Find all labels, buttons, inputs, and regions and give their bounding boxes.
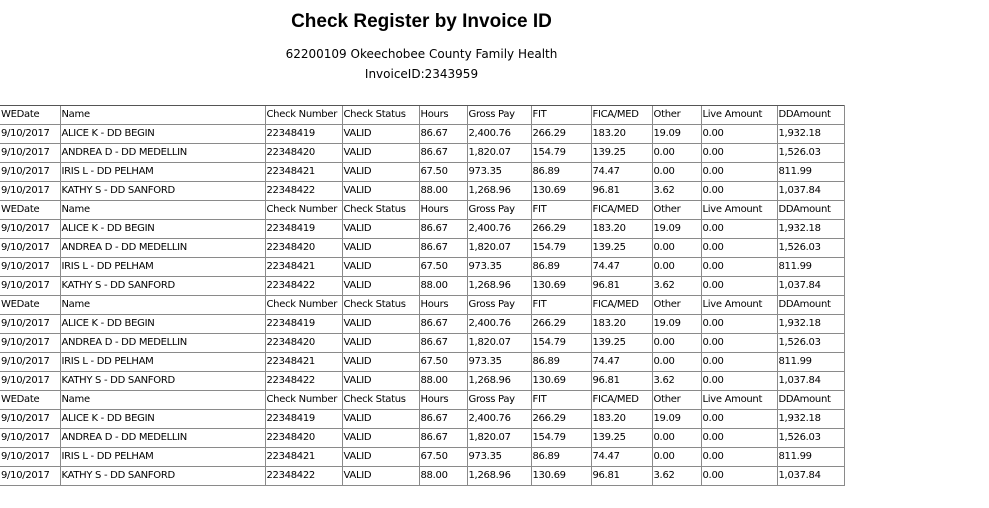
column-header-gross-pay: Gross Pay — [467, 296, 531, 315]
cell-name: ANDREA D - DD MEDELLIN — [60, 429, 265, 448]
cell-fica-med: 183.20 — [591, 125, 652, 144]
cell-name: IRIS L - DD PELHAM — [60, 448, 265, 467]
column-header-check-number: Check Number — [265, 106, 342, 125]
cell-fit: 154.79 — [531, 429, 591, 448]
column-header-other: Other — [652, 106, 701, 125]
column-header-name: Name — [60, 296, 265, 315]
cell-fit: 130.69 — [531, 467, 591, 486]
cell-live-amount: 0.00 — [701, 220, 777, 239]
check-register-table — [0, 105, 845, 486]
cell-check-status: VALID — [342, 258, 419, 277]
column-header-wedate: WEDate — [0, 201, 60, 220]
cell-fica-med: 96.81 — [591, 372, 652, 391]
cell-fica-med: 74.47 — [591, 448, 652, 467]
cell-live-amount: 0.00 — [701, 277, 777, 296]
cell-fica-med: 139.25 — [591, 429, 652, 448]
cell-wedate: 9/10/2017 — [0, 258, 60, 277]
cell-fit: 86.89 — [531, 258, 591, 277]
cell-fica-med: 96.81 — [591, 277, 652, 296]
cell-dd-amount: 1,932.18 — [777, 220, 844, 239]
cell-hours: 88.00 — [419, 372, 467, 391]
table-header-row — [0, 201, 844, 220]
cell-name: IRIS L - DD PELHAM — [60, 353, 265, 372]
column-header-dd-amount: DDAmount — [777, 106, 844, 125]
table-row — [0, 448, 844, 467]
cell-hours: 86.67 — [419, 125, 467, 144]
cell-check-status: VALID — [342, 410, 419, 429]
cell-live-amount: 0.00 — [701, 353, 777, 372]
report-title: Check Register by Invoice ID — [291, 11, 552, 32]
cell-fica-med: 139.25 — [591, 144, 652, 163]
table-header-row — [0, 391, 844, 410]
cell-live-amount: 0.00 — [701, 448, 777, 467]
column-header-fit: FIT — [531, 106, 591, 125]
cell-name: ALICE K - DD BEGIN — [60, 125, 265, 144]
table-row — [0, 334, 844, 353]
table-row — [0, 467, 844, 486]
cell-fit: 154.79 — [531, 239, 591, 258]
column-header-live-amount: Live Amount — [701, 201, 777, 220]
cell-gross-pay: 973.35 — [467, 448, 531, 467]
cell-wedate: 9/10/2017 — [0, 182, 60, 201]
cell-check-status: VALID — [342, 182, 419, 201]
cell-dd-amount: 811.99 — [777, 163, 844, 182]
cell-hours: 86.67 — [419, 144, 467, 163]
cell-other: 3.62 — [652, 467, 701, 486]
cell-gross-pay: 1,820.07 — [467, 239, 531, 258]
table-row — [0, 144, 844, 163]
cell-check-number: 22348420 — [265, 239, 342, 258]
cell-fica-med: 183.20 — [591, 315, 652, 334]
cell-check-number: 22348422 — [265, 182, 342, 201]
register-body — [0, 106, 844, 486]
cell-other: 0.00 — [652, 144, 701, 163]
cell-other: 0.00 — [652, 239, 701, 258]
cell-fit: 86.89 — [531, 163, 591, 182]
cell-hours: 86.67 — [419, 239, 467, 258]
cell-dd-amount: 1,037.84 — [777, 467, 844, 486]
cell-dd-amount: 811.99 — [777, 258, 844, 277]
column-header-check-status: Check Status — [342, 201, 419, 220]
table-header-row — [0, 296, 844, 315]
column-header-name: Name — [60, 201, 265, 220]
cell-other: 19.09 — [652, 315, 701, 334]
cell-fit: 266.29 — [531, 315, 591, 334]
cell-other: 3.62 — [652, 182, 701, 201]
column-header-dd-amount: DDAmount — [777, 391, 844, 410]
cell-hours: 86.67 — [419, 315, 467, 334]
cell-gross-pay: 973.35 — [467, 353, 531, 372]
cell-wedate: 9/10/2017 — [0, 334, 60, 353]
cell-live-amount: 0.00 — [701, 258, 777, 277]
cell-fit: 266.29 — [531, 410, 591, 429]
table-header-row — [0, 106, 844, 125]
cell-dd-amount: 811.99 — [777, 448, 844, 467]
cell-check-status: VALID — [342, 125, 419, 144]
cell-fica-med: 139.25 — [591, 334, 652, 353]
column-header-name: Name — [60, 391, 265, 410]
cell-live-amount: 0.00 — [701, 163, 777, 182]
cell-check-number: 22348420 — [265, 144, 342, 163]
cell-live-amount: 0.00 — [701, 182, 777, 201]
table-row — [0, 315, 844, 334]
column-header-gross-pay: Gross Pay — [467, 106, 531, 125]
table-row — [0, 372, 844, 391]
column-header-check-number: Check Number — [265, 296, 342, 315]
column-header-check-number: Check Number — [265, 201, 342, 220]
cell-wedate: 9/10/2017 — [0, 467, 60, 486]
cell-check-status: VALID — [342, 239, 419, 258]
table-row — [0, 277, 844, 296]
cell-name: ALICE K - DD BEGIN — [60, 220, 265, 239]
column-header-hours: Hours — [419, 391, 467, 410]
cell-name: KATHY S - DD SANFORD — [60, 372, 265, 391]
cell-other: 3.62 — [652, 277, 701, 296]
cell-name: KATHY S - DD SANFORD — [60, 467, 265, 486]
cell-check-number: 22348421 — [265, 353, 342, 372]
cell-hours: 67.50 — [419, 353, 467, 372]
cell-name: ANDREA D - DD MEDELLIN — [60, 239, 265, 258]
cell-live-amount: 0.00 — [701, 125, 777, 144]
cell-gross-pay: 1,268.96 — [467, 372, 531, 391]
cell-name: KATHY S - DD SANFORD — [60, 277, 265, 296]
cell-name: ANDREA D - DD MEDELLIN — [60, 144, 265, 163]
cell-check-number: 22348419 — [265, 410, 342, 429]
column-header-hours: Hours — [419, 296, 467, 315]
column-header-hours: Hours — [419, 106, 467, 125]
cell-live-amount: 0.00 — [701, 410, 777, 429]
cell-hours: 67.50 — [419, 448, 467, 467]
column-header-live-amount: Live Amount — [701, 296, 777, 315]
cell-gross-pay: 2,400.76 — [467, 220, 531, 239]
cell-hours: 67.50 — [419, 163, 467, 182]
column-header-check-status: Check Status — [342, 106, 419, 125]
cell-fica-med: 74.47 — [591, 163, 652, 182]
cell-wedate: 9/10/2017 — [0, 220, 60, 239]
cell-live-amount: 0.00 — [701, 315, 777, 334]
cell-other: 0.00 — [652, 353, 701, 372]
cell-gross-pay: 2,400.76 — [467, 125, 531, 144]
cell-wedate: 9/10/2017 — [0, 429, 60, 448]
cell-wedate: 9/10/2017 — [0, 125, 60, 144]
cell-live-amount: 0.00 — [701, 372, 777, 391]
cell-hours: 86.67 — [419, 334, 467, 353]
cell-check-status: VALID — [342, 163, 419, 182]
table-row — [0, 429, 844, 448]
column-header-fica-med: FICA/MED — [591, 296, 652, 315]
cell-wedate: 9/10/2017 — [0, 239, 60, 258]
cell-dd-amount: 1,932.18 — [777, 315, 844, 334]
cell-fit: 154.79 — [531, 334, 591, 353]
cell-check-number: 22348421 — [265, 163, 342, 182]
column-header-fica-med: FICA/MED — [591, 201, 652, 220]
cell-fit: 130.69 — [531, 277, 591, 296]
cell-fit: 130.69 — [531, 372, 591, 391]
cell-check-number: 22348419 — [265, 315, 342, 334]
cell-wedate: 9/10/2017 — [0, 353, 60, 372]
cell-wedate: 9/10/2017 — [0, 163, 60, 182]
cell-fit: 130.69 — [531, 182, 591, 201]
cell-check-number: 22348419 — [265, 220, 342, 239]
cell-fit: 154.79 — [531, 144, 591, 163]
cell-check-status: VALID — [342, 372, 419, 391]
cell-check-number: 22348422 — [265, 277, 342, 296]
cell-other: 0.00 — [652, 334, 701, 353]
cell-check-status: VALID — [342, 334, 419, 353]
column-header-check-number: Check Number — [265, 391, 342, 410]
cell-fica-med: 96.81 — [591, 467, 652, 486]
column-header-other: Other — [652, 201, 701, 220]
cell-fica-med: 96.81 — [591, 182, 652, 201]
column-header-fit: FIT — [531, 296, 591, 315]
cell-dd-amount: 811.99 — [777, 353, 844, 372]
cell-gross-pay: 1,820.07 — [467, 144, 531, 163]
column-header-name: Name — [60, 106, 265, 125]
cell-fit: 266.29 — [531, 125, 591, 144]
table-row — [0, 220, 844, 239]
cell-check-status: VALID — [342, 353, 419, 372]
cell-check-status: VALID — [342, 277, 419, 296]
table-row — [0, 258, 844, 277]
table-row — [0, 163, 844, 182]
column-header-fica-med: FICA/MED — [591, 106, 652, 125]
cell-live-amount: 0.00 — [701, 144, 777, 163]
cell-check-status: VALID — [342, 220, 419, 239]
cell-hours: 86.67 — [419, 220, 467, 239]
cell-other: 19.09 — [652, 410, 701, 429]
cell-check-number: 22348422 — [265, 467, 342, 486]
cell-dd-amount: 1,526.03 — [777, 144, 844, 163]
cell-fica-med: 183.20 — [591, 220, 652, 239]
cell-dd-amount: 1,037.84 — [777, 372, 844, 391]
cell-hours: 67.50 — [419, 258, 467, 277]
table-row — [0, 125, 844, 144]
cell-dd-amount: 1,526.03 — [777, 429, 844, 448]
cell-check-status: VALID — [342, 448, 419, 467]
cell-gross-pay: 1,820.07 — [467, 429, 531, 448]
cell-gross-pay: 2,400.76 — [467, 410, 531, 429]
cell-name: IRIS L - DD PELHAM — [60, 258, 265, 277]
cell-other: 0.00 — [652, 163, 701, 182]
cell-dd-amount: 1,932.18 — [777, 125, 844, 144]
cell-hours: 86.67 — [419, 410, 467, 429]
cell-fit: 266.29 — [531, 220, 591, 239]
cell-check-number: 22348421 — [265, 258, 342, 277]
cell-wedate: 9/10/2017 — [0, 410, 60, 429]
cell-check-number: 22348420 — [265, 334, 342, 353]
cell-gross-pay: 973.35 — [467, 163, 531, 182]
cell-wedate: 9/10/2017 — [0, 448, 60, 467]
cell-dd-amount: 1,037.84 — [777, 182, 844, 201]
cell-dd-amount: 1,037.84 — [777, 277, 844, 296]
cell-fit: 86.89 — [531, 448, 591, 467]
column-header-check-status: Check Status — [342, 296, 419, 315]
invoice-id-line: InvoiceID:2343959 — [364, 67, 479, 81]
cell-gross-pay: 1,268.96 — [467, 467, 531, 486]
column-header-fit: FIT — [531, 201, 591, 220]
cell-check-status: VALID — [342, 429, 419, 448]
cell-check-status: VALID — [342, 467, 419, 486]
cell-gross-pay: 1,268.96 — [467, 277, 531, 296]
cell-name: ALICE K - DD BEGIN — [60, 410, 265, 429]
column-header-gross-pay: Gross Pay — [467, 391, 531, 410]
table-row — [0, 353, 844, 372]
cell-fica-med: 74.47 — [591, 258, 652, 277]
column-header-hours: Hours — [419, 201, 467, 220]
cell-dd-amount: 1,932.18 — [777, 410, 844, 429]
cell-hours: 88.00 — [419, 277, 467, 296]
column-header-other: Other — [652, 296, 701, 315]
column-header-dd-amount: DDAmount — [777, 296, 844, 315]
cell-fica-med: 183.20 — [591, 410, 652, 429]
company-line: 62200109 Okeechobee County Family Health — [285, 47, 558, 61]
cell-other: 19.09 — [652, 220, 701, 239]
cell-live-amount: 0.00 — [701, 467, 777, 486]
cell-check-number: 22348419 — [265, 125, 342, 144]
cell-fica-med: 74.47 — [591, 353, 652, 372]
column-header-gross-pay: Gross Pay — [467, 201, 531, 220]
cell-other: 3.62 — [652, 372, 701, 391]
cell-name: IRIS L - DD PELHAM — [60, 163, 265, 182]
cell-check-number: 22348420 — [265, 429, 342, 448]
column-header-wedate: WEDate — [0, 391, 60, 410]
cell-wedate: 9/10/2017 — [0, 372, 60, 391]
table-row — [0, 410, 844, 429]
cell-other: 19.09 — [652, 125, 701, 144]
cell-other: 0.00 — [652, 429, 701, 448]
cell-gross-pay: 1,268.96 — [467, 182, 531, 201]
column-header-check-status: Check Status — [342, 391, 419, 410]
cell-hours: 88.00 — [419, 467, 467, 486]
cell-fit: 86.89 — [531, 353, 591, 372]
cell-other: 0.00 — [652, 448, 701, 467]
table-row — [0, 182, 844, 201]
cell-live-amount: 0.00 — [701, 334, 777, 353]
column-header-other: Other — [652, 391, 701, 410]
cell-gross-pay: 973.35 — [467, 258, 531, 277]
cell-fica-med: 139.25 — [591, 239, 652, 258]
cell-live-amount: 0.00 — [701, 239, 777, 258]
cell-dd-amount: 1,526.03 — [777, 239, 844, 258]
cell-wedate: 9/10/2017 — [0, 144, 60, 163]
cell-check-number: 22348421 — [265, 448, 342, 467]
cell-name: ALICE K - DD BEGIN — [60, 315, 265, 334]
cell-check-status: VALID — [342, 144, 419, 163]
column-header-live-amount: Live Amount — [701, 106, 777, 125]
cell-other: 0.00 — [652, 258, 701, 277]
cell-hours: 88.00 — [419, 182, 467, 201]
column-header-fit: FIT — [531, 391, 591, 410]
cell-wedate: 9/10/2017 — [0, 315, 60, 334]
column-header-wedate: WEDate — [0, 106, 60, 125]
column-header-wedate: WEDate — [0, 296, 60, 315]
cell-wedate: 9/10/2017 — [0, 277, 60, 296]
cell-check-number: 22348422 — [265, 372, 342, 391]
column-header-dd-amount: DDAmount — [777, 201, 844, 220]
cell-gross-pay: 1,820.07 — [467, 334, 531, 353]
cell-dd-amount: 1,526.03 — [777, 334, 844, 353]
column-header-live-amount: Live Amount — [701, 391, 777, 410]
cell-name: KATHY S - DD SANFORD — [60, 182, 265, 201]
column-header-fica-med: FICA/MED — [591, 391, 652, 410]
cell-hours: 86.67 — [419, 429, 467, 448]
cell-gross-pay: 2,400.76 — [467, 315, 531, 334]
table-row — [0, 239, 844, 258]
cell-check-status: VALID — [342, 315, 419, 334]
cell-live-amount: 0.00 — [701, 429, 777, 448]
cell-name: ANDREA D - DD MEDELLIN — [60, 334, 265, 353]
